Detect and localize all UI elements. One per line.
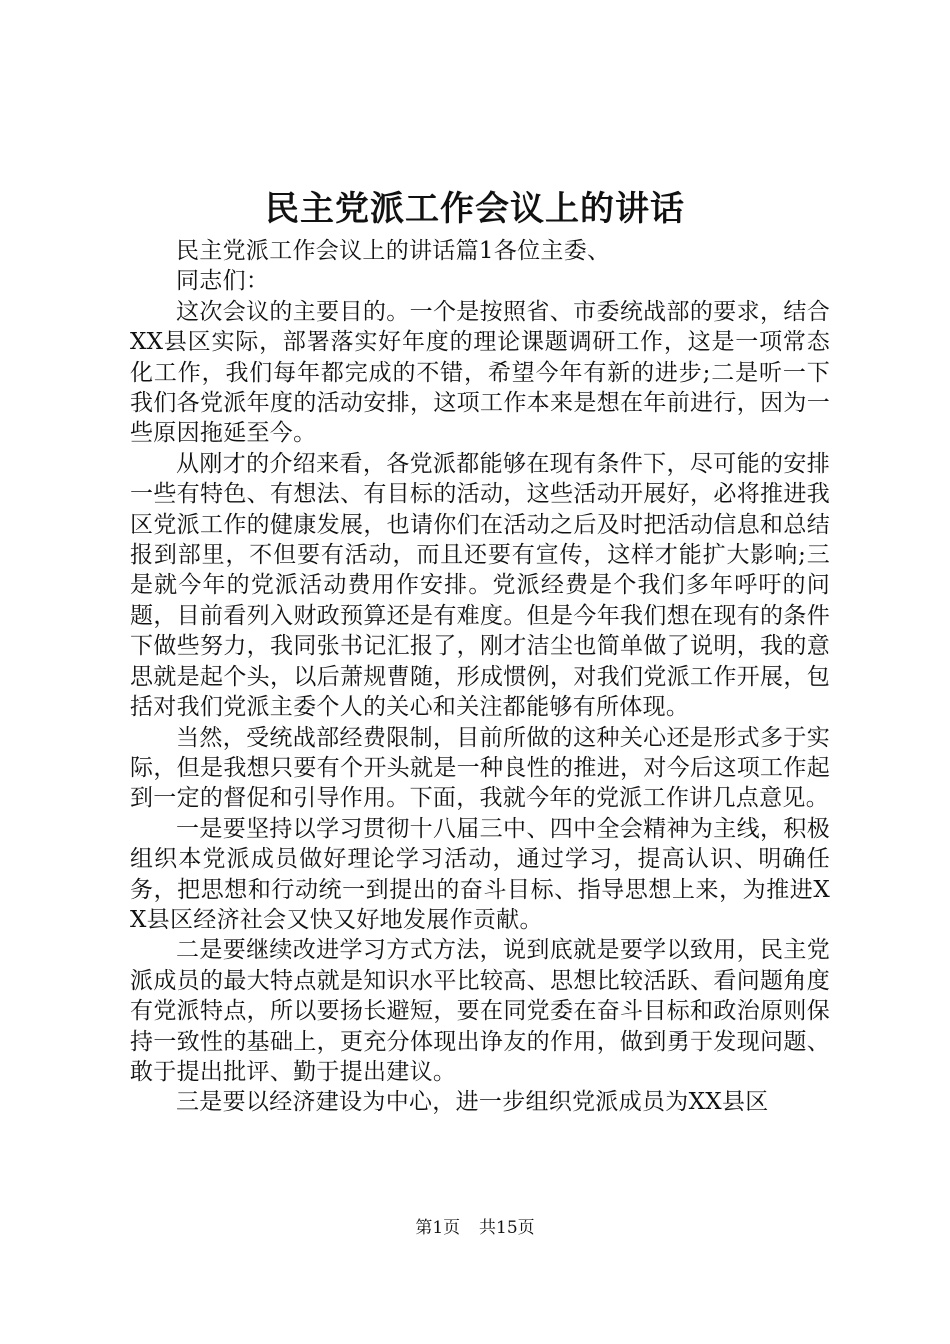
paragraph-intro: 民主党派工作会议上的讲话篇1各位主委、 bbox=[176, 238, 611, 264]
paragraph-salutation: 同志们： bbox=[176, 268, 270, 295]
paragraph-funding: 当然，受统战部经费限制，目前所做的这种关心还是形式多于实际，但是我想只要有个开头就是一种良性的推进，对今后这项工作起到一定的督促和引导作用。下面，我就今年的党派工作讲几点意见。 bbox=[130, 724, 830, 812]
paragraph-point-two: 二是要继续改进学习方式方法，说到底就是要学以致用，民主党派成员的最大特点就是知识水平比较高、思想比较活跃、看问题角度有党派特点，所以要扬长避短，要在同党委在奋斗目标和政治原则保持一致性的基础上，更充分体现出诤友的作用，做到勇于发现问题、敢于提出批评、勤于提出建议。 bbox=[130, 937, 830, 1085]
document-body bbox=[130, 236, 830, 1118]
paragraph-point-one: 一是要坚持以学习贯彻十八届三中、四中全会精神为主线，积极组织本党派成员做好理论学习活动，通过学习，提高认识、明确任务，把思想和行动统一到提出的奋斗目标、指导思想上来，为推进XX县区经济社会又快又好地发展作贡献。 bbox=[130, 815, 830, 933]
paragraph-point-three: 三是要以经济建设为中心，进一步组织党派成员为XX县区 bbox=[176, 1089, 769, 1116]
page-total: 共15页 bbox=[479, 1218, 535, 1238]
page-footer bbox=[0, 1216, 950, 1240]
document-title: 民主党派工作会议上的讲话 bbox=[265, 189, 685, 229]
paragraph-purpose: 这次会议的主要目的。一个是按照省、市委统战部的要求，结合XX县区实际，部署落实好年度的理论课题调研工作，这是一项常态化工作，我们每年都完成的不错，希望今年有新的进步;二是听一下我们各党派年度的活动安排，这项工作本来是想在年前进行，因为一些原因拖延至今。 bbox=[130, 298, 830, 447]
paragraph-activities: 从刚才的介绍来看，各党派都能够在现有条件下，尽可能的安排一些有特色、有想法、有目标的活动，这些活动开展好，必将推进我区党派工作的健康发展，也请你们在活动之后及时把活动信息和总结报到部里，不但要有活动，而且还要有宣传，这样才能扩大影响;三是就今年的党派活动费用作安排。党派经费是个我们多年呼吁的问题，目前看列入财政预算还是有难度。但是今年我们想在现有的条件下做些努力，我同张书记汇报了，刚才洁尘也简单做了说明，我的意思就是起个头，以后萧规曹随，形成惯例，对我们党派工作开展，包括对我们党派主委个人的关心和关注都能够有所体现。 bbox=[130, 450, 830, 721]
page-number: 第1页 bbox=[415, 1218, 461, 1238]
